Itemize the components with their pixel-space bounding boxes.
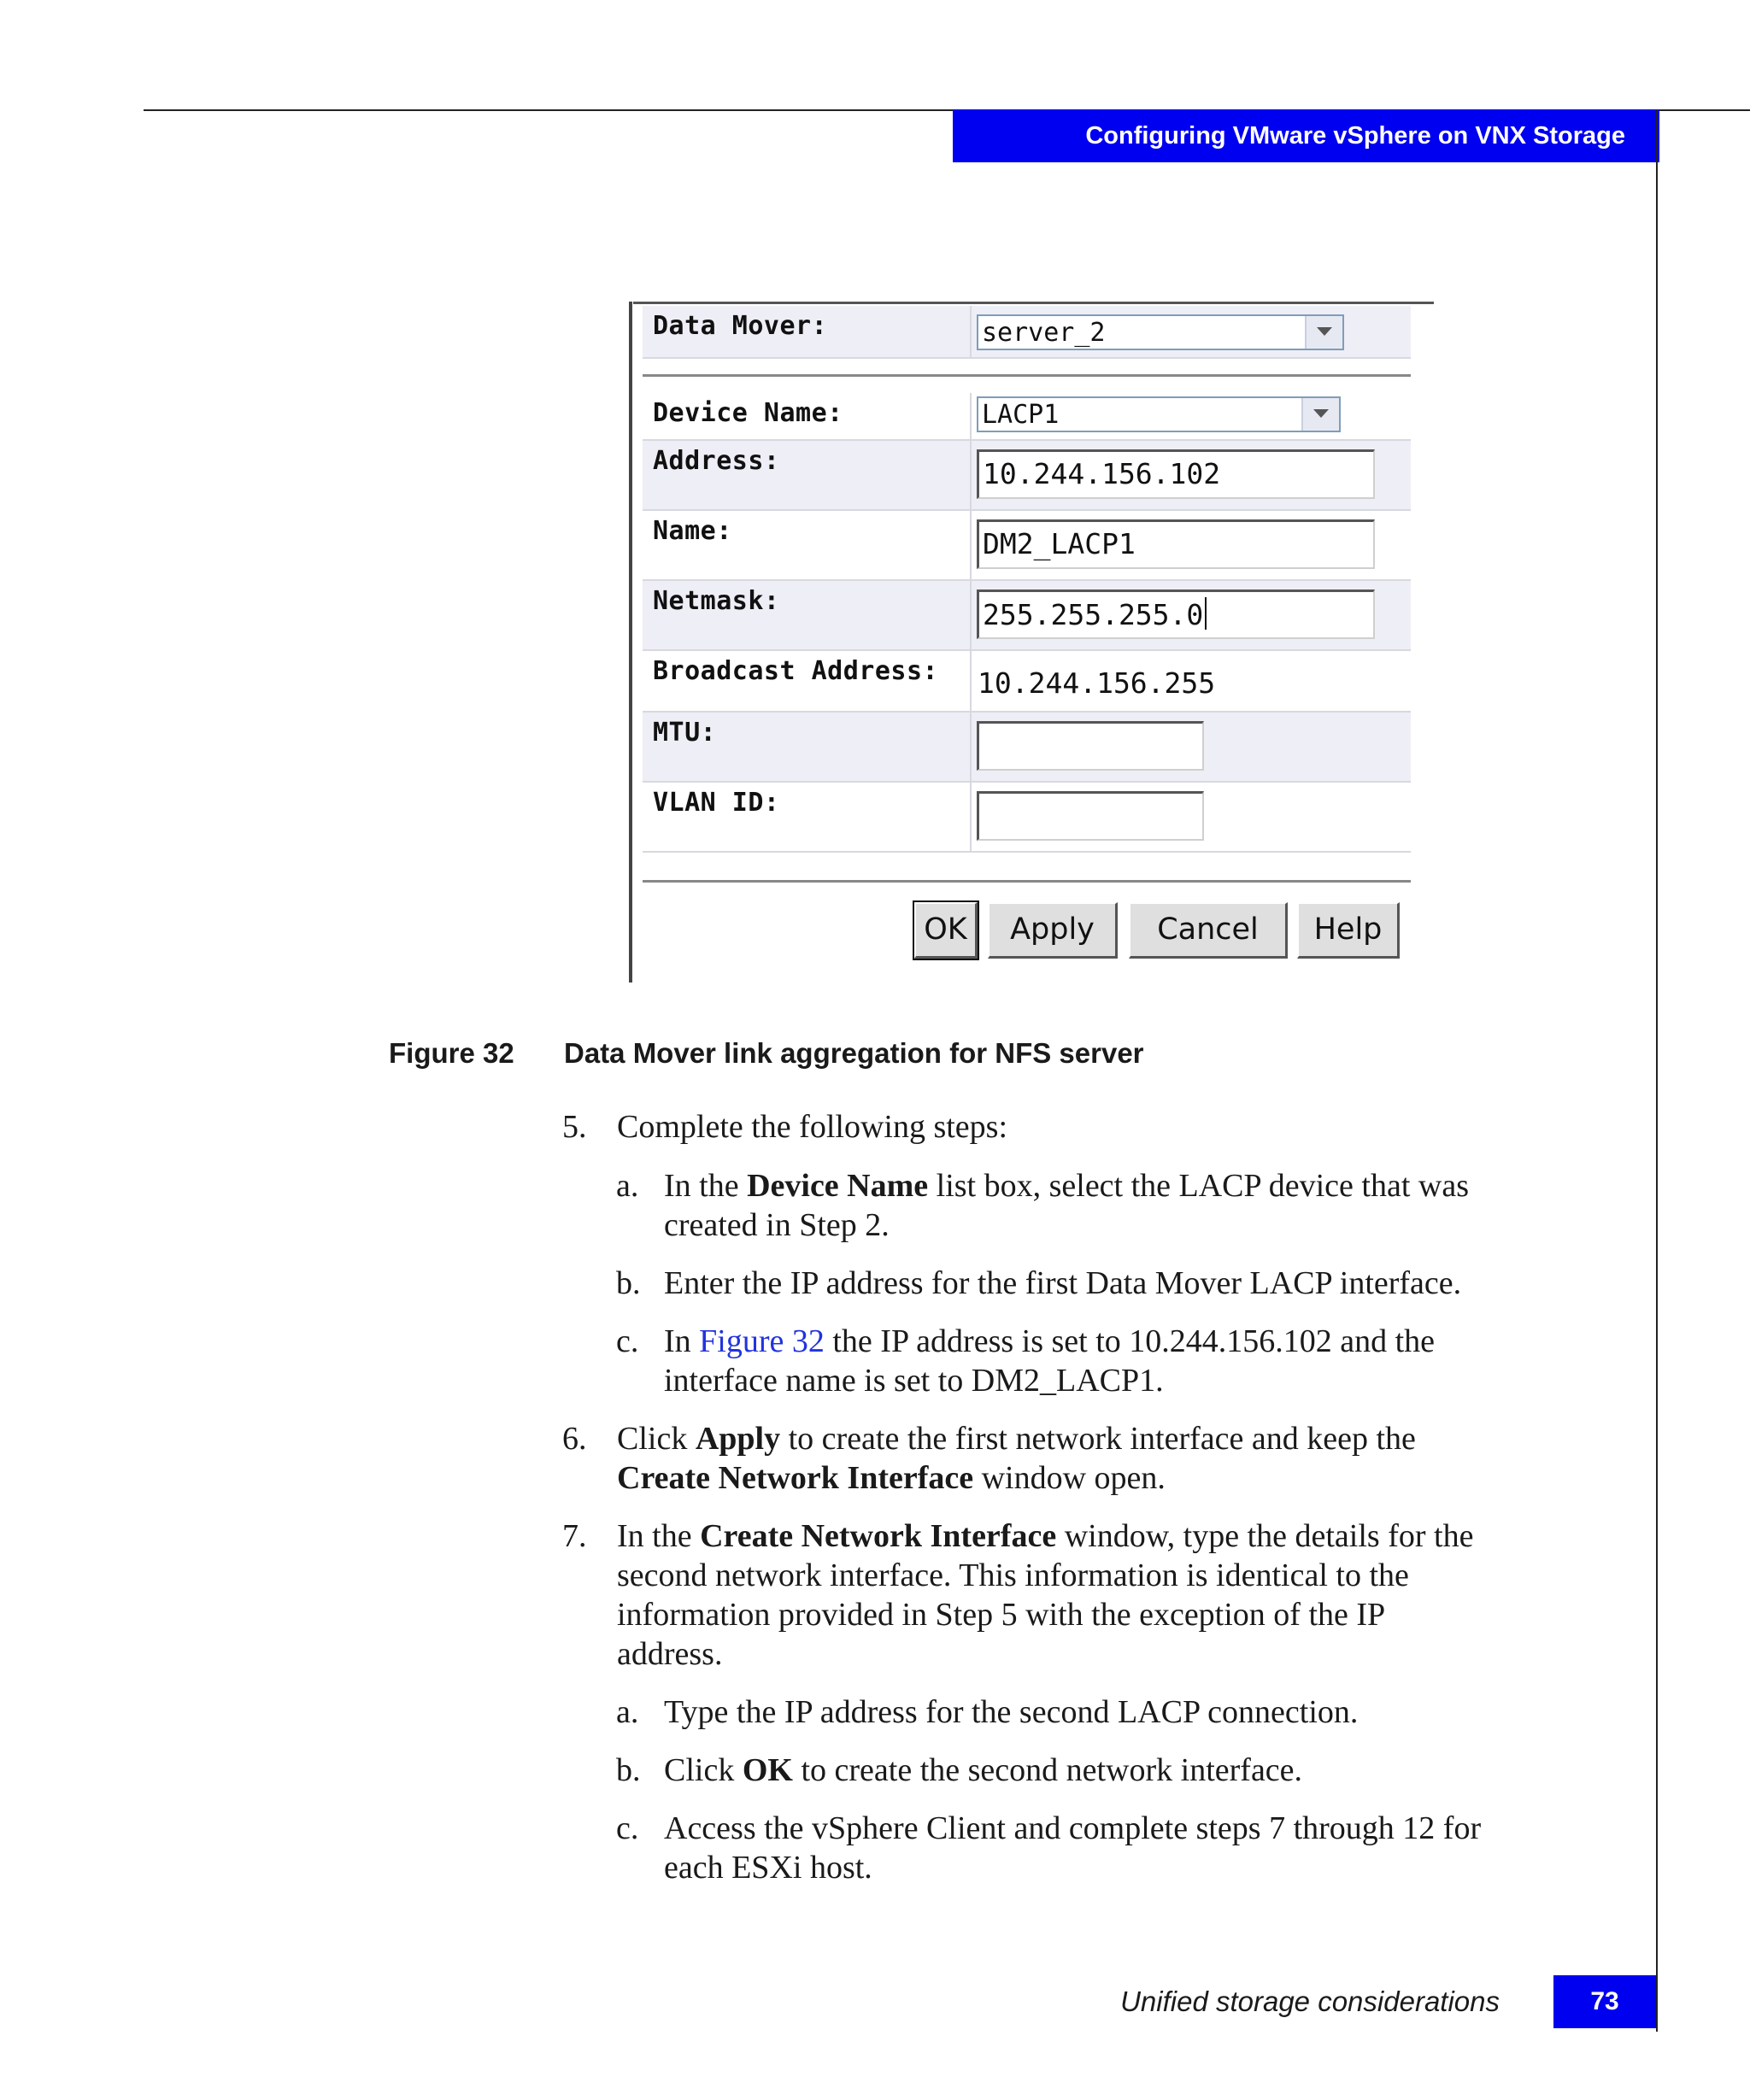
address-input[interactable]: 10.244.156.102 (977, 449, 1375, 499)
vlan-id-input[interactable] (977, 791, 1204, 841)
netmask-row (643, 581, 1411, 651)
help-button[interactable]: Help (1297, 902, 1400, 959)
mtu-row (643, 713, 1411, 783)
step-5a: a. In the Device Name list box, select the LACP device that was created in Step 2. (616, 1168, 1469, 1243)
panel-top-border (633, 302, 1434, 304)
address-label: Address: (653, 446, 780, 476)
broadcast-address-row (643, 651, 1411, 713)
step-6: 6. Click Apply to create the first network interface and keep the Create Network Interface window open. (562, 1421, 1416, 1496)
vlan-id-label: VLAN ID: (653, 788, 780, 818)
page-side-rule (1656, 109, 1658, 2032)
netmask-input[interactable]: 255.255.255.0 (977, 590, 1375, 639)
footer-section-title: Unified storage considerations (1120, 1986, 1500, 2017)
data-mover-row (643, 306, 1411, 359)
page-number: 73 (1553, 1975, 1656, 2028)
running-header: Configuring VMware vSphere on VNX Storage (953, 109, 1659, 162)
vlan-id-row (643, 783, 1411, 853)
step-5: 5. Complete the following steps: (562, 1109, 1008, 1145)
device-name-select[interactable]: LACP1 (977, 396, 1341, 432)
step-7a: a. Type the IP address for the second LACP connection. (616, 1694, 1359, 1730)
step-5c: c. In Figure 32 the IP address is set to 10.244.156.102 and the interface name is set to DM2_LACP1. (616, 1323, 1436, 1399)
section-divider (643, 374, 1411, 377)
figure-title: Data Mover link aggregation for NFS server (564, 1037, 1144, 1069)
figure-32-link[interactable]: Figure 32 (699, 1323, 825, 1359)
step-7b: b. Click OK to create the second network interface. (616, 1752, 1303, 1788)
chevron-down-icon[interactable] (1305, 316, 1342, 349)
data-mover-select[interactable]: server_2 (977, 314, 1344, 350)
panel-left-border (629, 302, 632, 983)
device-name-row (643, 393, 1411, 441)
cancel-button[interactable]: Cancel (1129, 902, 1288, 959)
figure-number: Figure 32 (389, 1037, 514, 1069)
device-name-label: Device Name: (653, 398, 843, 428)
apply-button[interactable]: Apply (988, 902, 1118, 959)
create-network-interface-dialog (629, 299, 1434, 983)
chevron-down-icon[interactable] (1301, 398, 1339, 431)
mtu-label: MTU: (653, 718, 717, 748)
broadcast-address-value: 10.244.156.255 (978, 666, 1216, 700)
step-7c: c. Access the vSphere Client and complete steps 7 through 12 for each ESXi host. (616, 1810, 1482, 1886)
text-cursor (1205, 597, 1207, 630)
step-5b: b. Enter the IP address for the first Data Mover LACP interface. (616, 1265, 1462, 1301)
name-input[interactable]: DM2_LACP1 (977, 519, 1375, 569)
name-row (643, 511, 1411, 581)
name-label: Name: (653, 516, 732, 546)
step-7: 7. In the Create Network Interface window, type the details for the second network interface. This information is identical to the information provided in Step 5 with the exception of the IP address. (562, 1518, 1474, 1672)
netmask-label: Netmask: (653, 586, 780, 616)
buttons-divider (643, 880, 1411, 883)
broadcast-address-label: Broadcast Address: (653, 656, 939, 686)
data-mover-label: Data Mover: (653, 311, 828, 341)
ok-button[interactable]: OK (914, 902, 978, 959)
address-row (643, 441, 1411, 511)
mtu-input[interactable] (977, 721, 1204, 771)
